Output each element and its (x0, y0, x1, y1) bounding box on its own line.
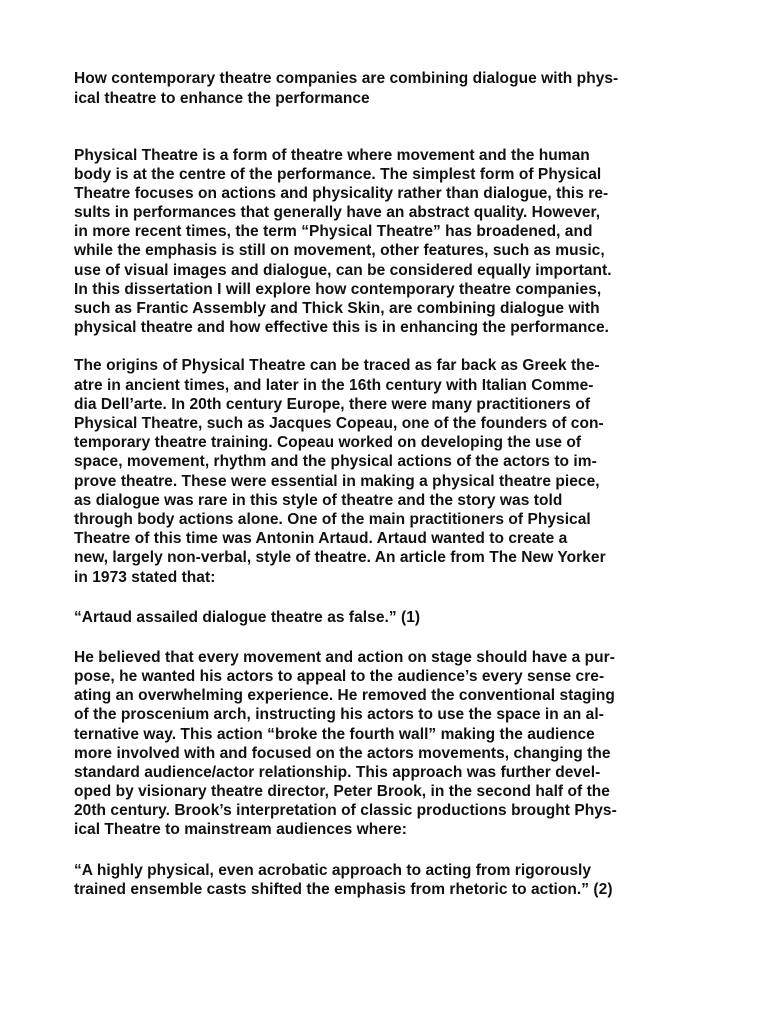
text-line: Physical Theatre is a form of theatre where movement and the human (74, 147, 590, 164)
text-line: temporary theatre training. Copeau worked on developing the use of (74, 434, 582, 451)
text-line: more involved with and focused on the actors movements, changing the (74, 745, 611, 762)
text-line: ternative way. This action “broke the fourth wall” making the audience (74, 726, 595, 743)
text-line: In this dissertation I will explore how contemporary theatre companies, (74, 281, 602, 298)
text-line: pose, he wanted his actors to appeal to the audience’s every sense cre- (74, 668, 605, 685)
text-line: physical theatre and how effective this is in enhancing the performance. (74, 319, 610, 336)
text-line: standard audience/actor relationship. This approach was further devel- (74, 764, 601, 781)
text-line: such as Frantic Assembly and Thick Skin, are combining dialogue with (74, 300, 600, 317)
text-line: Theatre of this time was Antonin Artaud. Artaud wanted to create a (74, 530, 568, 547)
title-line: ical theatre to enhance the performance (74, 90, 370, 107)
text-line: prove theatre. These were essential in making a physical theatre piece, (74, 473, 600, 490)
text-line: through body actions alone. One of the main practitioners of Physical (74, 511, 591, 528)
text-line: body is at the centre of the performance. The simplest form of Physical (74, 166, 602, 183)
quote-line: “A highly physical, even acrobatic approach to acting from rigorously (74, 862, 592, 879)
text-line: atre in ancient times, and later in the 16th century with Italian Comme- (74, 377, 594, 394)
quote-line: “Artaud assailed dialogue theatre as false.” (1) (74, 609, 421, 626)
text-line: 20th century. Brook’s interpretation of classic productions brought Phys- (74, 802, 617, 819)
text-line: use of visual images and dialogue, can be considered equally important. (74, 262, 612, 279)
text-line: oped by visionary theatre director, Peter Brook, in the second half of the (74, 783, 610, 800)
text-line: as dialogue was rare in this style of theatre and the story was told (74, 492, 563, 509)
text-line: space, movement, rhythm and the physical actions of the actors to im- (74, 453, 597, 470)
text-line: in 1973 stated that: (74, 569, 216, 586)
text-line: Theatre focuses on actions and physicality rather than dialogue, this re- (74, 185, 609, 202)
text-line: new, largely non-verbal, style of theatre. An article from The New Yorker (74, 549, 606, 566)
text-line: He believed that every movement and action on stage should have a pur- (74, 649, 615, 666)
title-line: How contemporary theatre companies are combining dialogue with phys- (74, 70, 619, 87)
text-line: The origins of Physical Theatre can be traced as far back as Greek the- (74, 357, 600, 374)
text-line: Physical Theatre, such as Jacques Copeau, one of the founders of con- (74, 415, 604, 432)
text-line: ating an overwhelming experience. He removed the conventional staging (74, 687, 615, 704)
text-line: dia Dell’arte. In 20th century Europe, there were many practitioners of (74, 396, 591, 413)
text-line: while the emphasis is still on movement, other features, such as music, (74, 242, 605, 259)
text-line: of the proscenium arch, instructing his actors to use the space in an al- (74, 706, 604, 723)
text-line: ical Theatre to mainstream audiences where: (74, 821, 407, 838)
quote-line: trained ensemble casts shifted the emphasis from rhetoric to action.” (2) (74, 881, 613, 898)
text-line: in more recent times, the term “Physical Theatre” has broadened, and (74, 223, 593, 240)
text-line: sults in performances that generally have an abstract quality. However, (74, 204, 601, 221)
